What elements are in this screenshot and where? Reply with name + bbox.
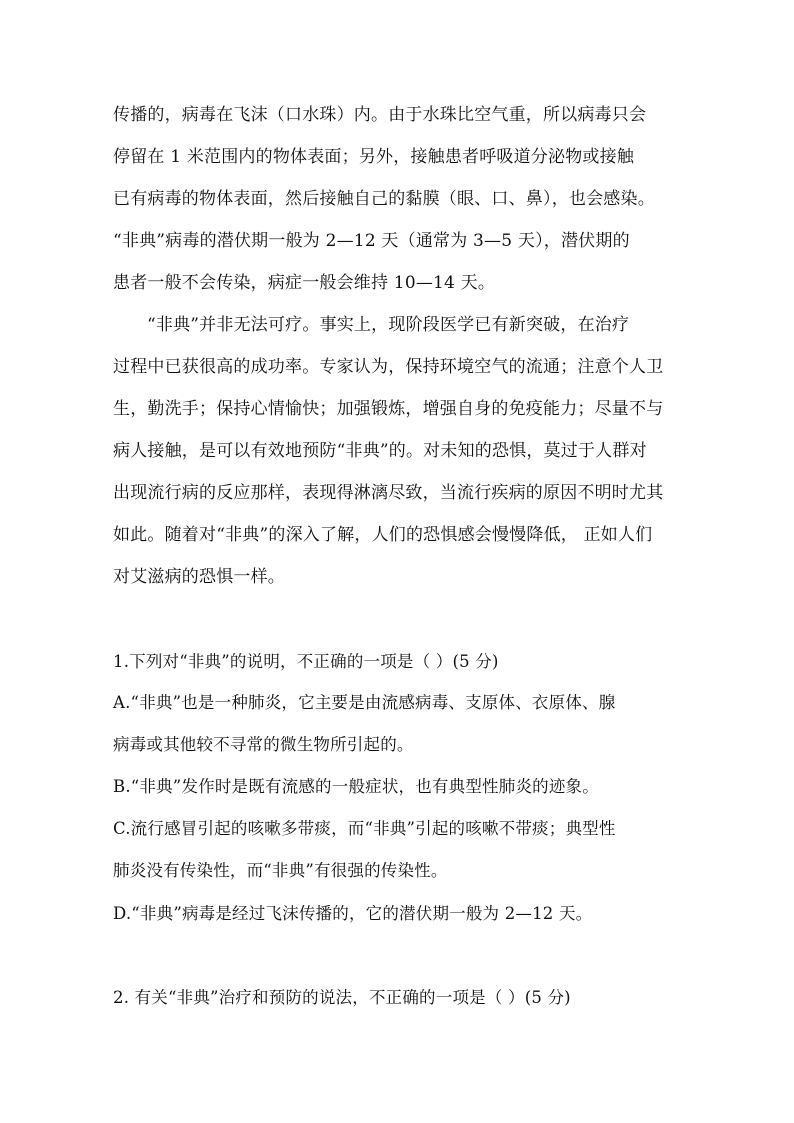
paragraph2-line: 出现流行病的反应那样，表现得淋漓尽致，当流行疾病的原因不明时尤其	[113, 483, 664, 503]
paragraph1-line: 停留在 1 米范围内的物体表面；另外，接触患者呼吸道分泌物或接触	[113, 147, 635, 167]
paragraph2-line: 生，勤洗手；保持心情愉快；加强锻炼，增强自身的免疫能力；尽量不与	[113, 399, 664, 419]
question1-option-a-cont: 病毒或其他较不寻常的微生物所引起的。	[113, 735, 414, 754]
paragraph2-line: 病人接触，是可以有效地预防“非典”的。对未知的恐惧，莫过于人群对	[113, 441, 647, 461]
paragraph2-line: “非典”并非无法可疗。事实上，现阶段医学已有新突破，在治疗	[147, 315, 630, 335]
question1-option-c-cont: 肺炎没有传染性，而“非典”有很强的传染性。	[113, 861, 448, 880]
question1-option-b: B.“非典”发作时是既有流感的一般症状，也有典型性肺炎的迹象。	[113, 777, 599, 796]
paragraph2-line: 对艾滋病的恐惧一样。	[113, 567, 285, 587]
paragraph2-line: 过程中已获很高的成功率。专家认为，保持环境空气的流通；注意个人卫	[113, 357, 664, 377]
paragraph1-line: 患者一般不会传染，病症一般会维持 10—14 天。	[113, 273, 496, 293]
question1-option-d: D.“非典”病毒是经过飞沫传播的，它的潜伏期一般为 2—12 天。	[113, 904, 593, 923]
paragraph1-line: 传播的，病毒在飞沫（口水珠）内。由于水珠比空气重，所以病毒只会	[113, 105, 647, 125]
question2-stem: 2. 有关“非典”治疗和预防的说法，不正确的一项是（ ）(5 分)	[113, 988, 571, 1007]
paragraph2-line: 如此。随着对“非典”的深入了解，人们的恐惧感会慢慢降低， 正如人们	[113, 525, 653, 545]
paragraph1-line: “非典”病毒的潜伏期一般为 2—12 天（通常为 3—5 天），潜伏期的	[113, 231, 630, 251]
question1-option-c: C.流行感冒引起的咳嗽多带痰，而“非典”引起的咳嗽不带痰；典型性	[113, 819, 616, 838]
paragraph1-line: 已有病毒的物体表面，然后接触自己的黏膜（眼、口、鼻），也会感染。	[113, 189, 655, 209]
question1-stem: 1.下列对“非典”的说明，不正确的一项是（ ）(5 分)	[113, 652, 499, 671]
question1-option-a: A.“非典”也是一种肺炎，它主要是由流感病毒、支原体、衣原体、腺	[113, 693, 616, 712]
